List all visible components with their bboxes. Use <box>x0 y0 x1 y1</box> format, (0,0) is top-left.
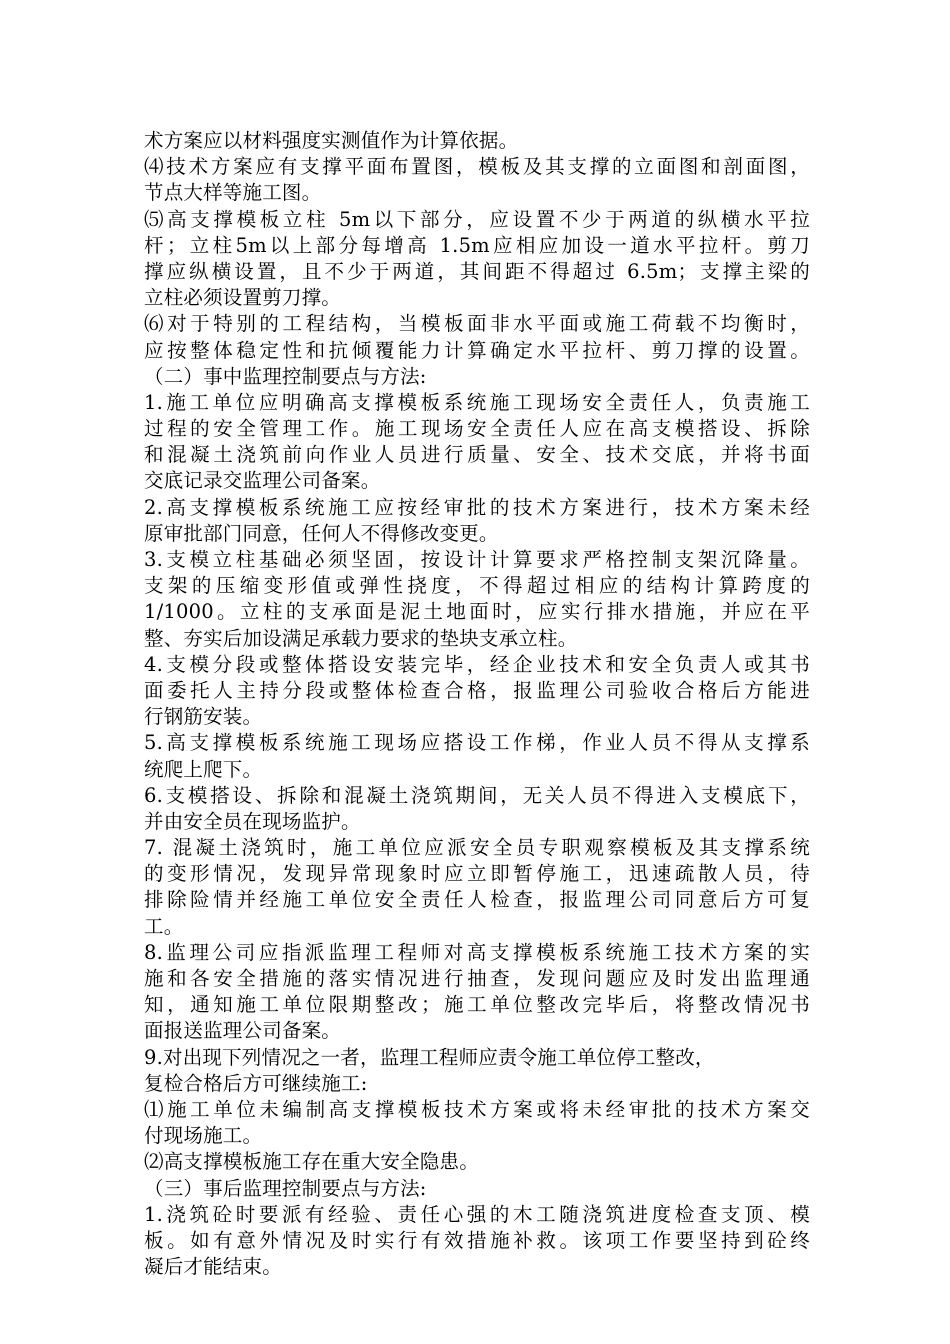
text-line: ⑵高支撑模板施工存在重大安全隐患。 <box>144 1150 479 1174</box>
text-line: 行钢筋安装。 <box>144 705 263 729</box>
text-line: 9.对出现下列情况之一者，监理工程师应责令施工单位停工整改， <box>144 1045 715 1069</box>
text-line: 杆；立柱5m以上部分每增高 1.5m应相应加设一道水平拉杆。剪刀 <box>144 233 810 257</box>
text-line: 排除险情并经施工单位安全责任人检查，报监理公司同意后方可复 <box>144 888 810 912</box>
text-line: 应按整体稳定性和抗倾覆能力计算确定水平拉杆、剪刀撑的设置。 <box>144 338 810 362</box>
text-line: 节点大样等施工图。 <box>144 181 322 205</box>
text-line: 的变形情况，发现异常现象时应立即暂停施工，迅速疏散人员，待 <box>144 862 810 886</box>
text-line: 付现场施工。 <box>144 1124 263 1148</box>
text-line: 5.高支撑模板系统施工现场应搭设工作梯，作业人员不得从支撑系 <box>144 731 810 755</box>
text-line: 支架的压缩变形值或弹性挠度，不得超过相应的结构计算跨度的 <box>144 574 810 598</box>
document-body <box>144 128 810 1280</box>
text-line: 术方案应以材料强度实测值作为计算依据。 <box>144 129 519 152</box>
text-line: 过程的安全管理工作。施工现场安全责任人应在高支模搭设、拆除 <box>144 417 810 441</box>
text-line: ⑴施工单位未编制高支撑模板技术方案或将未经审批的技术方案交 <box>144 1097 810 1121</box>
text-line: ⑷技术方案应有支撑平面布置图，模板及其支撑的立面图和剖面图， <box>144 155 810 179</box>
text-line: 6.支模搭设、拆除和混凝土浇筑期间，无关人员不得进入支模底下， <box>144 783 810 807</box>
text-line: ⑹对于特别的工程结构，当模板面非水平面或施工荷载不均衡时， <box>144 312 810 336</box>
text-line: 立柱必须设置剪刀撑。 <box>144 286 342 310</box>
text-line: 知，通知施工单位限期整改；施工单位整改完毕后，将整改情况书 <box>144 993 810 1017</box>
text-line: 1.施工单位应明确高支撑模板系统施工现场安全责任人，负责施工 <box>144 390 810 414</box>
text-line: 3.支模立柱基础必须坚固，按设计计算要求严格控制支架沉降量。 <box>144 548 810 571</box>
text-line: ⑸高支撑模板立柱 5m以下部分，应设置不少于两道的纵横水平拉 <box>144 207 810 231</box>
text-line: 凝后才能结束。 <box>144 1255 282 1279</box>
text-line: （三）事后监理控制要点与方法: <box>144 1176 427 1200</box>
text-line: 工。 <box>144 914 184 938</box>
text-line: 原审批部门同意，任何人不得修改变更。 <box>144 521 499 545</box>
text-line: 1.浇筑砼时要派有经验、责任心强的木工随浇筑进度检查支顶、模 <box>144 1202 810 1226</box>
text-line: 和混凝土浇筑前向作业人员进行质量、安全、技术交底，并将书面 <box>144 443 810 467</box>
text-line: 并由安全员在现场监护。 <box>144 809 361 833</box>
text-line: 4.支模分段或整体搭设安装完毕，经企业技术和安全负责人或其书 <box>144 652 810 676</box>
text-line: 7. 混凝土浇筑时，施工单位应派安全员专职观察模板及其支撑系统 <box>144 836 810 860</box>
text-line: 板。如有意外情况及时实行有效措施补救。该项工作要坚持到砼终 <box>144 1228 810 1252</box>
text-line: 2.高支撑模板系统施工应按经审批的技术方案进行，技术方案未经 <box>144 495 810 519</box>
text-line: 交底记录交监理公司备案。 <box>144 469 381 493</box>
text-line: 面报送监理公司备案。 <box>144 1019 342 1043</box>
text-line: 8.监理公司应指派监理工程师对高支撑模板系统施工技术方案的实 <box>144 940 810 964</box>
text-line: 统爬上爬下。 <box>144 757 263 781</box>
text-line: 撑应纵横设置，且不少于两道，其间距不得超过 6.5m；支撑主梁的 <box>144 259 810 283</box>
text-line: 1/1000。立柱的支承面是泥土地面时，应实行排水措施，并应在平 <box>144 600 810 624</box>
text-line: 面委托人主持分段或整体检查合格，报监理公司验收合格后方能进 <box>144 678 810 702</box>
text-line: 整、夯实后加设满足承载力要求的垫块支承立柱。 <box>144 626 578 650</box>
text-line: 复检合格后方可继续施工: <box>144 1071 368 1095</box>
text-line: 施和各安全措施的落实情况进行抽查，发现问题应及时发出监理通 <box>144 967 810 990</box>
text-line: （二）事中监理控制要点与方法: <box>144 364 427 388</box>
